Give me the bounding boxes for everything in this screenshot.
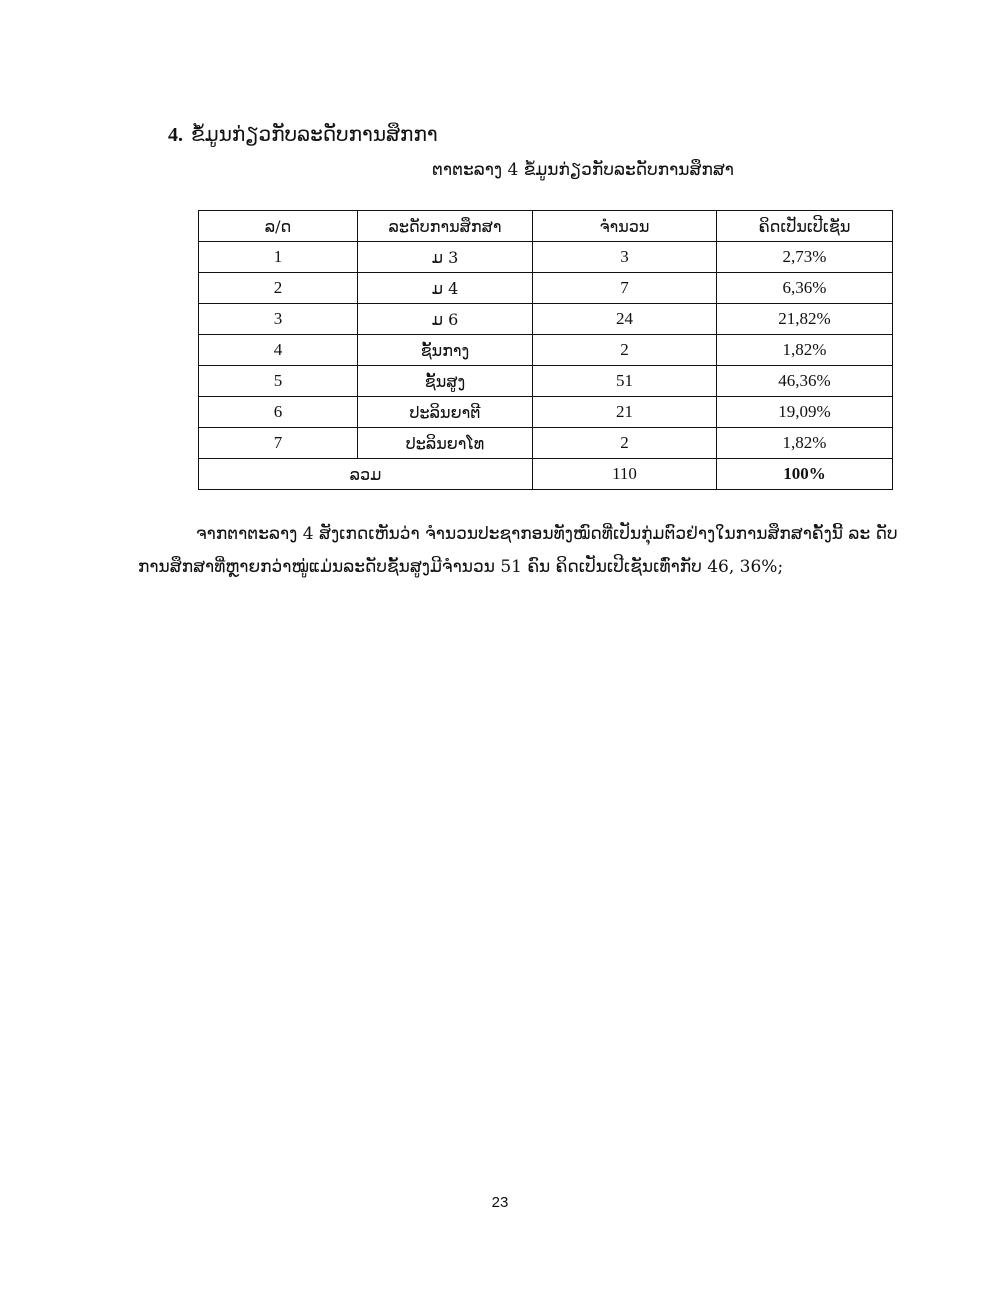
row-no: 4 xyxy=(199,335,358,366)
row-no: 5 xyxy=(199,366,358,397)
row-level: ມ 3 xyxy=(358,242,533,273)
row-count: 51 xyxy=(533,366,717,397)
table-row xyxy=(199,273,893,304)
row-count: 2 xyxy=(533,428,717,459)
row-count: 3 xyxy=(533,242,717,273)
row-no: 2 xyxy=(199,273,358,304)
header-no: ລ/ດ xyxy=(199,211,358,242)
table-row xyxy=(199,304,893,335)
education-level-table xyxy=(198,210,893,490)
row-no: 3 xyxy=(199,304,358,335)
row-level: ປະລິນຍາຕີ xyxy=(358,397,533,428)
table-header-row xyxy=(199,211,893,242)
header-count: ຈຳນວນ xyxy=(533,211,717,242)
row-percent: 21,82% xyxy=(717,304,893,335)
analysis-paragraph xyxy=(138,518,918,584)
section-number: 4. xyxy=(168,124,183,146)
table-row xyxy=(199,335,893,366)
paragraph-line-2: ການສຶກສາທີ່ຫຼາຍກວ່າໝູ່ແມ່ນລະດັບຊັ້ນສູງມີຈຳນວນ 51 ຄົນ ຄິດເປັນເປີເຊັນເທົ່າກັບ 46, 36%; xyxy=(138,557,784,577)
section-heading xyxy=(168,122,438,147)
row-percent: 1,82% xyxy=(717,428,893,459)
row-level: ປະລິນຍາໂທ xyxy=(358,428,533,459)
row-count: 21 xyxy=(533,397,717,428)
row-percent: 6,36% xyxy=(717,273,893,304)
row-no: 1 xyxy=(199,242,358,273)
row-no: 6 xyxy=(199,397,358,428)
row-level: ຊັ້ນສູງ xyxy=(358,366,533,397)
paragraph-line-1: ຈາກຕາຕະລາງ 4 ສັງເກດເຫັນວ່າ ຈຳນວນປະຊາກອນທັງໝົດທີ່ເປັນກຸ່ມຕົວຢ່າງໃນການສຶກສາຄັ້ງນີ້ ລະ ດັບ xyxy=(196,524,898,544)
page-number: 23 xyxy=(491,1194,509,1211)
total-percent: 100% xyxy=(717,459,893,490)
row-count: 24 xyxy=(533,304,717,335)
row-count: 7 xyxy=(533,273,717,304)
table-row xyxy=(199,242,893,273)
row-percent: 1,82% xyxy=(717,335,893,366)
table-row xyxy=(199,397,893,428)
section-title: ຂໍ້ມູນກ່ຽວກັບລະດັບການສຶກກາ xyxy=(191,122,438,146)
table-row xyxy=(199,366,893,397)
table-caption: ຕາຕະລາງ 4 ຂໍ້ມູນກ່ຽວກັບລະດັບການສຶກສາ xyxy=(432,160,734,180)
row-level: ມ 6 xyxy=(358,304,533,335)
row-percent: 2,73% xyxy=(717,242,893,273)
table-total-row xyxy=(199,459,893,490)
row-count: 2 xyxy=(533,335,717,366)
row-level: ມ 4 xyxy=(358,273,533,304)
row-percent: 46,36% xyxy=(717,366,893,397)
row-percent: 19,09% xyxy=(717,397,893,428)
row-level: ຊັ້ນກາງ xyxy=(358,335,533,366)
header-percent: ຄິດເປັນເປີເຊັນ xyxy=(717,211,893,242)
header-level: ລະດັບການສຶກສາ xyxy=(358,211,533,242)
table-row xyxy=(199,428,893,459)
total-label: ລວມ xyxy=(199,459,533,490)
row-no: 7 xyxy=(199,428,358,459)
total-count: 110 xyxy=(533,459,717,490)
